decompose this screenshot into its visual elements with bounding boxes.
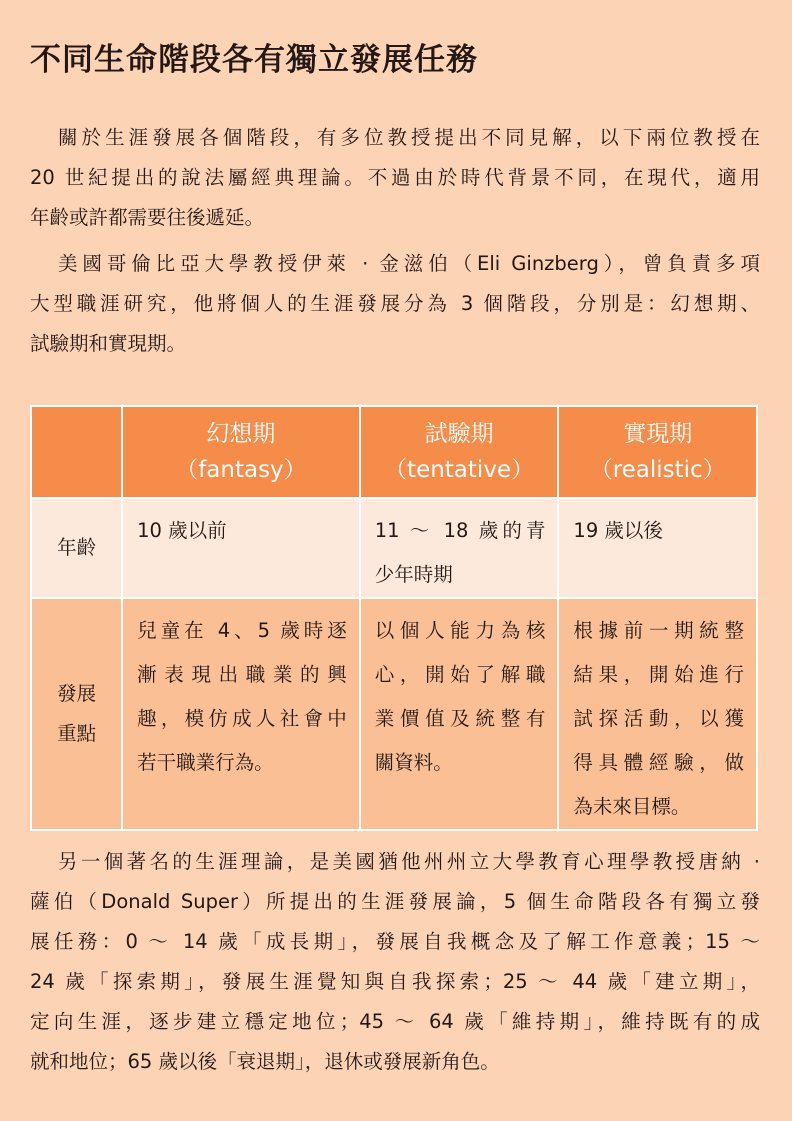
text-line: 薩伯（Donald Super）所提出的生涯發展論，5 個生命階段各有獨立發 — [30, 890, 760, 913]
row-label-age — [31, 498, 122, 598]
text-line: 大型職涯研究，他將個人的生涯發展分為 3 個階段，分別是：幻想期、 — [30, 292, 760, 315]
table-cell — [122, 498, 360, 598]
cell-line: 趣，模仿成人社會中 — [137, 707, 347, 730]
text-line: 關於生涯發展各個階段，有多位教授提出不同見解，以下兩位教授在 — [58, 126, 760, 149]
cell-line: 心，開始了解職 — [374, 663, 546, 686]
career-stages-table — [30, 405, 758, 831]
row-label-development — [31, 598, 122, 830]
table-cell — [360, 598, 559, 830]
cell-line: 為未來目標。 — [573, 795, 691, 818]
cell-line: 根據前一期統整 — [573, 619, 744, 642]
text-line: 另一個著名的生涯理論，是美國猶他州州立大學教育心理學教授唐納 · — [58, 850, 760, 873]
cell-line: 10 歲以前 — [137, 519, 227, 542]
header-realistic — [558, 406, 757, 498]
intro-paragraph-1 — [30, 118, 760, 238]
header-label: 幻想期 — [206, 421, 276, 447]
intro-paragraph-2 — [30, 244, 760, 364]
table-row-age — [31, 498, 757, 598]
cell-line: 關資料。 — [374, 751, 453, 774]
text-line: 試驗期和實現期。 — [30, 332, 187, 355]
text-line: 美國哥倫比亞大學教授伊萊 · 金滋伯（Eli Ginzberg），曾負責多項 — [58, 252, 760, 275]
row-label-text: 重點 — [57, 722, 97, 745]
text-line: 24 歲「探索期」，發展生涯覺知與自我探索；25 ～ 44 歲「建立期」， — [30, 970, 760, 993]
table-cell — [360, 498, 559, 598]
header-english: （fantasy） — [175, 457, 307, 483]
text-line: 20 世紀提出的說法屬經典理論。不過由於時代背景不同，在現代，適用 — [30, 166, 760, 189]
cell-line: 兒童在 4、5 歲時逐 — [137, 619, 347, 642]
row-label-text: 發展 — [57, 682, 97, 705]
cell-line: 19 歲以後 — [573, 519, 663, 542]
cell-line: 漸表現出職業的興 — [137, 663, 347, 686]
header-empty-cell — [31, 406, 122, 498]
cell-line: 試探活動，以獲 — [573, 707, 744, 730]
header-label: 實現期 — [623, 421, 693, 447]
cell-line: 業價值及統整有 — [374, 707, 546, 730]
header-english: （tentative） — [384, 457, 535, 483]
header-tentative — [360, 406, 559, 498]
header-english: （realistic） — [589, 457, 726, 483]
table-header-row — [31, 406, 757, 498]
cell-line: 若干職業行為。 — [137, 751, 274, 774]
text-line: 就和地位；65 歲以後「衰退期」，退休或發展新角色。 — [30, 1050, 500, 1073]
cell-line: 得具體經驗，做 — [573, 751, 744, 774]
header-label: 試驗期 — [424, 421, 494, 447]
table-row-development — [31, 598, 757, 830]
row-label-text: 年齡 — [57, 536, 97, 559]
text-line: 定向生涯，逐步建立穩定地位；45 ～ 64 歲「維持期」，維持既有的成 — [30, 1010, 760, 1033]
text-line: 展任務：0 ～ 14 歲「成長期」，發展自我概念及了解工作意義；15 ～ — [30, 930, 760, 953]
table-cell — [558, 498, 757, 598]
closing-paragraph — [30, 842, 760, 1082]
cell-line: 少年時期 — [374, 563, 453, 586]
text-line: 年齡或許都需要往後遞延。 — [30, 206, 265, 229]
cell-line: 結果，開始進行 — [573, 663, 744, 686]
header-fantasy — [122, 406, 360, 498]
table-cell — [558, 598, 757, 830]
cell-line: 以個人能力為核 — [374, 619, 546, 642]
cell-line: 11 ～ 18 歲的青 — [374, 519, 546, 542]
page-title: 不同生命階段各有獨立發展任務 — [30, 42, 478, 78]
table-cell — [122, 598, 360, 830]
